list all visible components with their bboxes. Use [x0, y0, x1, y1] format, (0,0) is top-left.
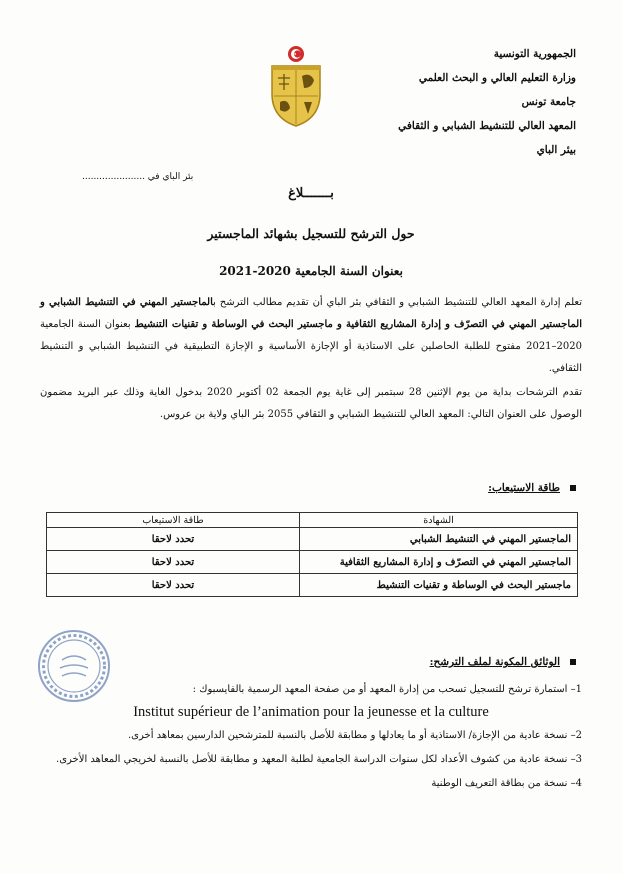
letterhead-line-3: جامعة تونس: [521, 96, 576, 108]
table-row: [47, 574, 578, 597]
capacity-cell: تحدد لاحقا: [47, 574, 300, 597]
paragraph-application-info: [40, 292, 582, 380]
letterhead: [346, 42, 576, 162]
header-degree: الشهادة: [300, 513, 578, 528]
letterhead-line-2: وزارة التعليم العالي و البحث العلمي: [418, 72, 576, 84]
capacity-section-title: طاقة الاستيعاب:: [488, 482, 576, 494]
degree-cell: الماجستير المهني في التصرّف و إدارة المشاريع الثقافية: [300, 551, 578, 574]
document-item-3: 3– نسخة عادية من كشوف الأعداد لكل سنوات الدراسة الجامعية لطلبة المعهد و مطابقة للأصل بالنسبة لخريجي المعاهد الأخرى.: [56, 754, 582, 765]
documents-list: [40, 680, 582, 794]
document-item-4: 4– نسخة من بطاقة التعريف الوطنية: [431, 778, 582, 789]
paragraph1-rest: بعنوان السنة الجامعية 2020–2021 مفتوح للطلبة الحاصلين على الاستاذية أو الإجازة الأساسية و الإجازة التطبيقية في التنشيط الشبابي و التنشيط الثقافي.: [40, 319, 582, 374]
place-date: بئر الباي في ......................: [82, 172, 194, 182]
paragraph1-intro: تعلم إدارة المعهد العالي للتنشيط الشبابي و الثقافي بئر الباي أن تقديم مطالب الترشح ب: [213, 297, 582, 308]
document-item-1: 1– استمارة ترشح للتسجيل تسحب من إدارة المعهد أو من صفحة المعهد الرسمية بالفايسبوك :: [192, 684, 582, 695]
capacity-cell: تحدد لاحقا: [47, 528, 300, 551]
paragraph-submission-dates: تقدم الترشحات بداية من يوم الإثنين 28 سبتمبر إلى غاية يوم الجمعة 02 أكتوبر 2020 بدخول الغاية وذلك عبر البريد مضمون الوصول على العنوان التالي: المعهد العالي للتنشيط الشبابي و الثقافي 2055 بئر الباي ولاية بن عروس.: [40, 387, 582, 420]
paragraph1-degrees: الماجستير المهني في التنشيط الشبابي و الماجستير المهني في التصرّف و إدارة المشاريع الثقافية و ماجستير البحث في الوساطة و تقنيات التنشيط: [40, 297, 583, 330]
letterhead-line-1: الجمهورية التونسية: [493, 48, 576, 60]
table-row: [47, 528, 578, 551]
bullet-icon: [570, 659, 576, 665]
institute-french-name: Institut supérieur de l’animation pour la jeunesse et la culture: [133, 704, 489, 720]
announcement-subject: حول الترشح للتسجيل بشهائد الماجستير: [207, 226, 415, 241]
bullet-icon: [570, 485, 576, 491]
document-item-2: 2– نسخة عادية من الإجازة/ الاستاذية أو ما يعادلها و مطابقة للأصل بالنسبة للمترشحين الدارسين بمعاهد أخرى.: [127, 730, 582, 741]
capacity-table: [46, 512, 578, 597]
table-header-row: [47, 513, 578, 528]
documents-section-title: الوثائق المكونة لملف الترشح:: [430, 656, 576, 668]
announcement-title: بـــــــلاغ: [288, 186, 334, 201]
header-capacity: طاقة الاستيعاب: [47, 513, 300, 528]
academic-year: بعنوان السنة الجامعية 2020-2021: [219, 264, 403, 278]
degree-cell: الماجستير المهني في التنشيط الشبابي: [300, 528, 578, 551]
degree-cell: ماجستير البحث في الوساطة و تقنيات التنشيط: [300, 574, 578, 597]
letterhead-line-4: المعهد العالي للتنشيط الشبابي و الثقافي: [398, 120, 576, 132]
tunisia-coat-of-arms-icon: [262, 44, 330, 128]
letterhead-line-5: بيئر الباي: [536, 144, 576, 156]
capacity-cell: تحدد لاحقا: [47, 551, 300, 574]
table-row: [47, 551, 578, 574]
